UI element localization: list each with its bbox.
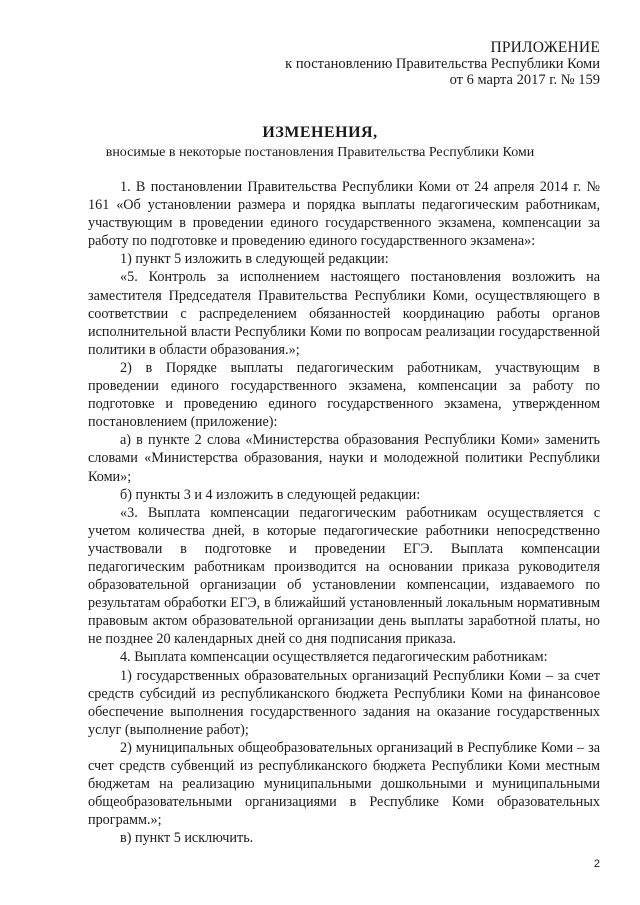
document-title: ИЗМЕНЕНИЯ,: [262, 124, 378, 141]
appendix-date-line: от 6 марта 2017 г. № 159: [449, 72, 600, 88]
paragraph: «3. Выплата компенсации педагогическим работникам осуществляется с учетом количества дней, в которые педагогические работники непосредственно участвовали в подготовке и проведении ЕГЭ. Выплата компенсации педагогическим работникам производится на основании приказа руководителя образовательной организации об установлении компенсации, издаваемого по результатам обработки ЕГЭ, в ближайший установленный локальным нормативным правовым актом образовательной организации день выплаты заработной платы, но не позднее 20 календарных дней со дня подписания приказа.: [88, 504, 600, 648]
paragraph: 1) пункт 5 изложить в следующей редакции:: [120, 251, 389, 268]
paragraph: а) в пункте 2 слова «Министерства образования Республики Коми» заменить словами «Министерства образования, науки и молодежной политики Республики Коми»;: [88, 432, 600, 485]
paragraph: 1. В постановлении Правительства Республики Коми от 24 апреля 2014 г. № 161 «Об установлении размера и порядка выплаты педагогическим работникам, участвующим в проведении единого государственного экзамена, компенсации за работу по подготовке и проведению единого государственного экзамена»:: [88, 179, 600, 250]
paragraph: б) пункты 3 и 4 изложить в следующей редакции:: [120, 486, 421, 503]
appendix-reference-line: к постановлению Правительства Республики Коми: [285, 56, 600, 72]
paragraph: 2) в Порядке выплаты педагогическим работникам, участвующим в проведении единого государственного экзамена, компенсации за работу по подготовке и проведению единого государственного экзамена, утвержденном постановлением (приложение):: [88, 359, 600, 431]
paragraph: «5. Контроль за исполнением настоящего постановления возложить на заместителя Председателя Правительства Республики Коми, осуществляющего в соответствии с распределением обязанностей координацию работы органов исполнительной власти Республики Коми по вопросам реализации государственной политики в области образования.»;: [88, 269, 600, 358]
appendix-header: [285, 40, 600, 88]
paragraph: 4. Выплата компенсации осуществляется педагогическим работникам:: [120, 649, 548, 666]
appendix-label: ПРИЛОЖЕНИЕ: [490, 39, 600, 56]
paragraph: в) пункт 5 исключить.: [120, 830, 254, 847]
document-body: [88, 178, 600, 847]
page-number: 2: [593, 858, 600, 870]
document-subtitle: вносимые в некоторые постановления Правительства Республики Коми: [105, 145, 535, 160]
paragraph: 2) муниципальных общеобразовательных организаций в Республике Коми – за счет средств субвенций из республиканского бюджета Республики Коми местным бюджетам на реализацию муниципальными дошкольными и муниципальными общеобразовательными организациями в Республике Коми образовательных программ.»;: [88, 739, 600, 829]
paragraph: 1) государственных образовательных организаций Республики Коми – за счет средств субсидий из республиканского бюджета Республики Коми на финансовое обеспечение выполнения государственного задания на оказание государственных услуг (выполнение работ);: [88, 667, 600, 738]
